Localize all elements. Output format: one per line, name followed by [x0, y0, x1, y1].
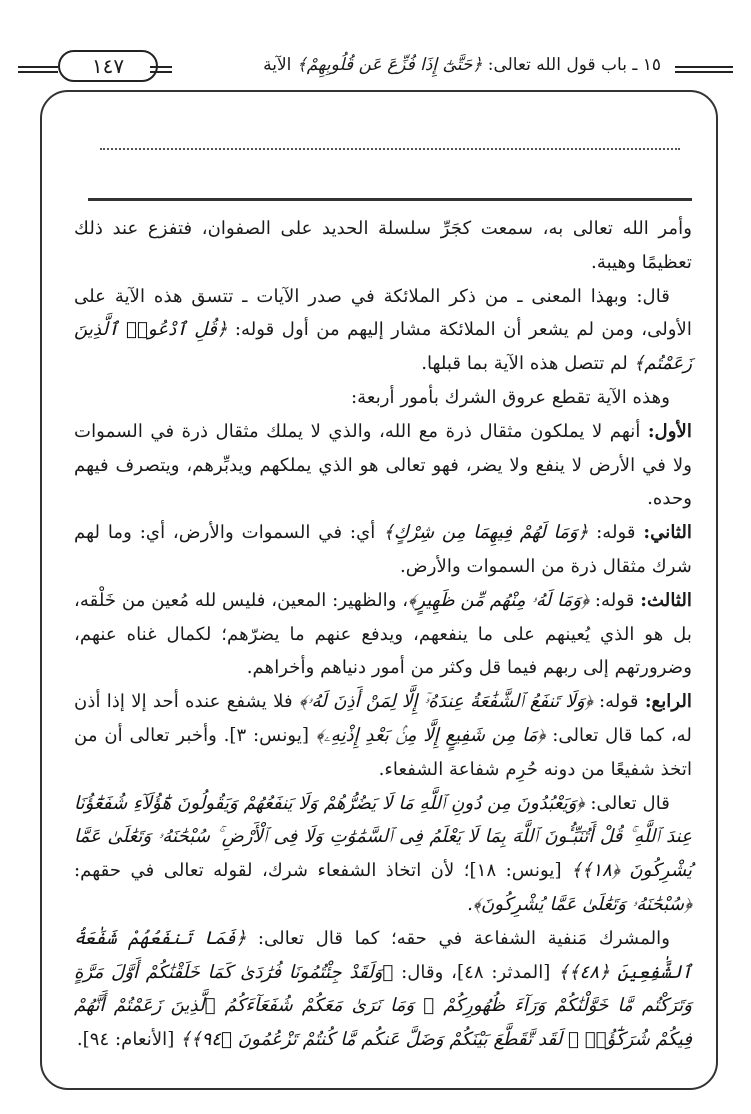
point-heading: الثاني: — [643, 522, 692, 544]
point-heading: الرابع: — [644, 691, 692, 713]
running-head-verse: ﴿حَتَّىٰٓ إِذَا فُزِّعَ عَن قُلُوبِهِمْ﴾ — [296, 55, 483, 75]
running-head-suffix: الآية — [263, 55, 292, 75]
quran-quote: ﴿وَلَا تَنفَعُ ٱلشَّفَٰعَةُ عِندَهُۥٓ إِلَّا لِمَنْ أَذِنَ لَهُۥ﴾ — [298, 691, 593, 713]
point-heading: الأول: — [647, 420, 692, 442]
paragraph: الرابع: قوله: ﴿وَلَا تَنفَعُ ٱلشَّفَٰعَةُ عِندَهُۥٓ إِلَّا لِمَنْ أَذِنَ لَهُۥ﴾ فلا يشفع عنده أحد إلا إذا أذن له، كما قال تعالى: ﴿مَا مِن شَفِيعٍ إِلَّا مِنۢ بَعْدِ إِذْنِهِۦ﴾ [يونس: ٣]. وأخبر تعالى أن من اتخذ شفيعًا من دونه حُرِم شفاعة الشفعاء. — [74, 691, 692, 780]
quran-quote: ﴿وَمَا لَهُۥ مِنْهُم مِّن ظَهِيرٍ﴾ — [408, 589, 590, 611]
main-text — [74, 212, 692, 1057]
paragraph: قال: وبهذا المعنى ـ من ذكر الملائكة في صدر الآيات ـ تتسق هذه الآية على الأولى، ومن لم يشعر أن الملائكة مشار إليهم من أول قوله: ﴿قُلِ ٱدْعُوا۟ ٱلَّذِينَ زَعَمْتُم﴾ لم تتصل هذه الآية بما قبلها. — [74, 285, 692, 375]
header-rule-right — [675, 66, 733, 73]
quran-quote: ﴿قُلِ ٱدْعُوا۟ ٱلَّذِينَ زَعَمْتُم﴾ — [74, 319, 692, 375]
paragraph: الأول: أنهم لا يملكون مثقال ذرة مع الله، والذي لا يملك مثقال ذرة في السموات ولا في الأرض لا ينفع ولا يضر، فهو تعالى هو الذي يملكهم ويدبِّرهم، ويتصرف فيهم وحده. — [74, 420, 692, 510]
paragraph: الثالث: قوله: ﴿وَمَا لَهُۥ مِنْهُم مِّن ظَهِيرٍ﴾، والظهير: المعين، فليس لله مُعين من خَلْقه، بل هو الذي يُعينهم على ما ينفعهم، ويدفع عنهم ما يضرّهم؛ لكمال غناه عنهم، وضرورتهم إلى ربهم فيما قل وكثر من أمور دنياهم وأخراهم. — [74, 589, 692, 679]
quran-quote: ﴿سُبْحَٰنَهُۥ وَتَعَٰلَىٰ عَمَّا يُشْرِكُونَ﴾. — [467, 893, 692, 915]
running-head-prefix: ١٥ ـ باب قول الله تعالى: — [487, 55, 661, 75]
quran-quote: ﴿مَا مِن شَفِيعٍ إِلَّا مِنۢ بَعْدِ إِذْنِهِۦ﴾ — [315, 724, 546, 746]
paragraph: الثاني: قوله: ﴿وَمَا لَهُمْ فِيهِمَا مِن شِرْكٍ﴾ أي: في السموات والأرض، أي: وما لهم شرك مثقال ذرة من السموات والأرض. — [74, 522, 692, 577]
header-rule-left — [18, 66, 58, 73]
paragraph: وهذه الآية تقطع عروق الشرك بأمور أربعة: — [351, 386, 670, 408]
paragraph: وأمر الله تعالى به، سمعت كجَرِّ سلسلة الحديد على الصفوان، فتفزع عند ذلك تعظيمًا وهيبة. — [74, 218, 692, 273]
quran-quote: ﴿وَمَا لَهُمْ فِيهِمَا مِن شِرْكٍ﴾ — [383, 522, 589, 544]
page-number: ١٤٧ — [58, 50, 158, 82]
quran-quote: ﴿فَمَا تَنفَعُهُمْ شَفَٰعَةُ ٱلشَّٰفِعِينَ ﴿٤٨﴾﴾ — [74, 927, 692, 983]
paragraph: والمشرك مَنفية الشفاعة في حقه؛ كما قال تعالى: ﴿فَمَا تَنفَعُهُمْ شَفَٰعَةُ ٱلشَّٰفِعِينَ ﴿٤٨﴾﴾ [المدثر: ٤٨]، وقال: ﴿وَلَقَدْ جِئْتُمُونَا فُرَٰدَىٰ كَمَا خَلَقْنَٰكُمْ أَوَّلَ مَرَّةٍ وَتَرَكْتُم مَّا خَوَّلْنَٰكُمْ وَرَآءَ ظُهُورِكُمْ ۖ وَمَا نَرَىٰ مَعَكُمْ شُفَعَآءَكُمُ ٱلَّذِينَ زَعَمْتُمْ أَنَّهُمْ فِيكُمْ شُرَكَٰٓؤُا۟ ۚ لَقَد تَّقَطَّعَ بَيْنَكُمْ وَضَلَّ عَنكُم مَّا كُنتُمْ تَزْعُمُونَ ﴿٩٤﴾﴾ [الأنعام: ٩٤]. — [74, 927, 692, 1051]
quran-quote: ﴿وَلَقَدْ جِئْتُمُونَا فُرَٰدَىٰ كَمَا خَلَقْنَٰكُمْ أَوَّلَ مَرَّةٍ وَتَرَكْتُم مَّا خَوَّلْنَٰكُمْ وَرَآءَ ظُهُورِكُمْ ۖ وَمَا نَرَىٰ مَعَكُمْ شُفَعَآءَكُمُ ٱلَّذِينَ زَعَمْتُمْ أَنَّهُمْ فِيكُمْ شُرَكَٰٓؤُا۟ ۚ لَقَد تَّقَطَّعَ بَيْنَكُمْ وَضَلَّ عَنكُم مَّا كُنتُمْ تَزْعُمُونَ ﴿٩٤﴾﴾ — [74, 961, 692, 1051]
dotted-separator — [100, 148, 680, 150]
point-heading: الثالث: — [640, 589, 692, 611]
paragraph: قال تعالى: ﴿وَيَعْبُدُونَ مِن دُونِ ٱللَّهِ مَا لَا يَضُرُّهُمْ وَلَا يَنفَعُهُمْ وَيَقُولُونَ هَٰٓؤُلَآءِ شُفَعَٰٓؤُنَا عِندَ ٱللَّهِ ۚ قُلْ أَتُنَبِّـُٔونَ ٱللَّهَ بِمَا لَا يَعْلَمُ فِى ٱلسَّمَٰوَٰتِ وَلَا فِى ٱلْأَرْضِ ۚ سُبْحَٰنَهُۥ وَتَعَٰلَىٰ عَمَّا يُشْرِكُونَ ﴿١٨﴾﴾ [يونس: ١٨]؛ لأن اتخاذ الشفعاء شرك، لقوله تعالى في حقهم: ﴿سُبْحَٰنَهُۥ وَتَعَٰلَىٰ عَمَّا يُشْرِكُونَ﴾. — [74, 792, 692, 915]
running-head — [200, 48, 661, 82]
section-rule — [88, 198, 692, 201]
page-number-connector — [150, 66, 172, 73]
quran-quote: ﴿وَيَعْبُدُونَ مِن دُونِ ٱللَّهِ مَا لَا يَضُرُّهُمْ وَلَا يَنفَعُهُمْ وَيَقُولُونَ هَٰٓؤُلَآءِ شُفَعَٰٓؤُنَا عِندَ ٱللَّهِ ۚ قُلْ أَتُنَبِّـُٔونَ ٱللَّهَ بِمَا لَا يَعْلَمُ فِى ٱلسَّمَٰوَٰتِ وَلَا فِى ٱلْأَرْضِ ۚ سُبْحَٰنَهُۥ وَتَعَٰلَىٰ عَمَّا يُشْرِكُونَ ﴿١٨﴾﴾ — [74, 792, 692, 882]
